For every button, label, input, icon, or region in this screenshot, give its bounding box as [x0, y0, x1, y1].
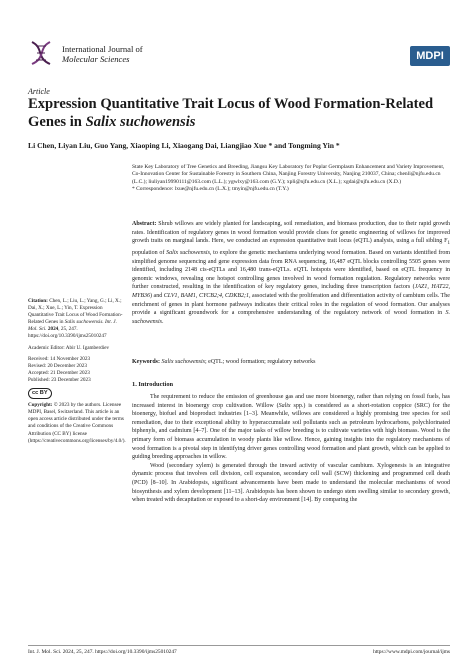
- paragraph: Wood (secondary xylem) is generated through the inward activity of vascular cambium. Xylogenesis is an integrative dynamic process that involves cell division, cell expansion, secondary cell wall (SCW) thickening and programmed cell death (PCD) [8–10]. In Arabidopsis, significant advancements have been made to understand the molecular mechanisms of wood biosynthesis and xylem development [11–13]. Arabidopsis has been shown to undergo stem swelling similar to secondary growth, when treated with decapitation or exposed to a short-day environment [14]. By comparing the: [132, 462, 450, 504]
- abstract-subscript: 1: [447, 241, 450, 247]
- abstract: [132, 220, 450, 326]
- citation: [28, 298, 126, 341]
- copyright-text: © 2023 by the authors. Licensee MDPI, Basel, Switzerland. This article is an open access article distributed under the terms and conditions of the Creative Commons Attribution (CC BY) license (https://creativecommons.org/licenses/by/4.0/).: [28, 402, 126, 444]
- abstract-text: , associated with the proliferation and differentiation activity of cambium cells. The enrichment of genes in plant hormone pathways indicates their critical roles in the regulation of wood formation. Our analyses provide a significant groundwork for a comprehensive understanding of the regulatory network of wood formation in: [132, 292, 450, 317]
- publisher-logo: MDPI: [410, 46, 450, 66]
- citation-species: Salix suchowensis: [64, 319, 103, 326]
- abstract-text: Shrub willows are widely planted for landscaping, soil remediation, and biomass production, due to their rapid growth rates. Identification of regulatory genes in wood formation would provide clues for genetic engineering of willows for improved growth traits on marginal lands. Here, we conducted an expression quantitative trait locus (eQTL) analysis, using a full sibling F: [132, 221, 450, 245]
- revised-date: Revised: 20 December 2023: [28, 362, 87, 369]
- citation-journal: . Int. J. Mol. Sci.: [28, 319, 117, 333]
- journal-line2: Molecular Sciences: [62, 54, 130, 64]
- article-sidebar: [28, 298, 126, 449]
- correspondence: * Correspondence: lxue@njfu.edu.cn (L.X.); tmyin@njfu.edu.cn (T.Y.): [132, 186, 289, 193]
- abstract-text: , to explore the genetic mechanisms underlying wood formation. Based on variants identified from simplified genome sequencing and gene expression data from RNA sequencing, 16,487 eQTL blocks controlling 5505 genes were identified, including 2148 cis-eQTLs and 16,480 trans-eQTLs. eQTL hotspots were identified, based on eQTL frequency in genomic windows, revealing one hotspot controlling genes involved in wood formation regulation. Regulatory networks were further constructed, resulting in the identification of key regulatory genes, including three transcription factors (: [132, 249, 450, 291]
- copyright: [28, 402, 126, 445]
- keywords-text: ; eQTL; wood formation; regulatory networks: [205, 359, 316, 365]
- article-type: Article: [28, 87, 50, 96]
- dna-icon: [28, 40, 56, 66]
- published-date: Published: 23 December 2023: [28, 376, 91, 383]
- abstract-text: ) and: [150, 292, 164, 299]
- copyright-label: Copyright:: [28, 402, 53, 409]
- abstract-genes: CLV1, BAM1, CYCB2;4, CDKB2;1: [163, 292, 249, 299]
- title-species: Salix suchowensis: [85, 114, 196, 130]
- introduction-body: [132, 393, 450, 505]
- keywords-label: Keywords:: [132, 359, 160, 365]
- affiliation-text: State Key Laboratory of Tree Genetics and Breeding, Jiangsu Key Laboratory for Poplar Germplasm Enhancement and Variety Improvement, Co-Innovation Center for Sustainable Forestry in Southern China, Nanjing Forestry University, Nanjing 210037, China; chenli@njfu.edu.cn (L.C.); liuliyan19990111@163.com (L.L.); ygwlxy@163.com (G.Y.); xpli@njfu.edu.cn (X.L.); xgdai@njfu.edu.cn (X.D.): [132, 164, 445, 185]
- accepted-date: Accepted: 21 December 2023: [28, 369, 90, 376]
- academic-editor: Academic Editor: Abir U. Igamberdiev: [28, 344, 110, 351]
- citation-label: Citation:: [28, 298, 48, 304]
- footer-divider: [28, 645, 450, 646]
- received-date: Received: 14 November 2023: [28, 355, 91, 362]
- abstract-species: Salix suchowensis: [166, 249, 210, 256]
- footer-citation: Int. J. Mol. Sci. 2024, 25, 247. https://doi.org/10.3390/ijms25010247: [28, 649, 177, 655]
- journal-name: [62, 44, 143, 64]
- abstract-genes: JAZ1, HAT22, MYB36: [132, 284, 450, 299]
- keyword-species: Salix suchowensis: [161, 359, 205, 365]
- citation-text: Chen, L.; Liu, L.; Yang, G.; Li, X.; Dai, X.; Xue, L.; Yin, T. Expression Quantitative Trait Locus of Wood Formation-Related Genes in: [28, 298, 123, 326]
- title-text: Expression Quantitative Trait Locus of Wood Formation-Related Genes in: [28, 96, 434, 130]
- citation-doi[interactable]: , 25, 247. https://doi.org/10.3390/ijms25010247: [28, 326, 107, 340]
- abstract-text: population of: [132, 249, 167, 256]
- abstract-label: Abstract:: [132, 221, 157, 227]
- author-list: Li Chen, Liyan Liu, Guo Yang, Xiaoping Li, Xiaogang Dai, Liangjiao Xue * and Tongming Yin *: [28, 141, 340, 150]
- affiliation: [132, 164, 452, 194]
- footer-journal-link[interactable]: https://www.mdpi.com/journal/ijms: [373, 649, 450, 655]
- section-heading: 1. Introduction: [132, 381, 174, 388]
- abstract-text: .: [162, 318, 164, 325]
- cc-by-badge[interactable]: cc BY: [28, 388, 52, 399]
- keywords: [132, 358, 450, 367]
- abstract-species: S. suchowensis: [132, 310, 450, 325]
- journal-line1: International Journal of: [62, 44, 143, 54]
- paragraph: [132, 393, 450, 462]
- paragraph-text: spp.) is considered as a short-rotation coppice (SRC) for the bioenergy, biofuel and bioproduct industries [1–3]. Meanwhile, willows are considered a highly promising tree species for soil remediation, due to their exceptional ability to hyperaccumulate soil pollutants such as petroleum hydrocarbons, polychlorinated biphenyls, and cadmium [4–7]. One of the major tasks of willow breeding is to cultivate varieties with high biomass. Wood is the primary form of biomass accumulation in woody plants like willow. Hence, gaining insights into the regulatory mechanisms of wood formation is a pivotal step in identifying driver genes controlling wood formation and plant growth, which can be applied to guiding breeding approaches in willow.: [132, 402, 450, 461]
- article-title: [28, 95, 448, 131]
- genus-name: Salix: [278, 402, 291, 409]
- citation-year: 2024: [46, 326, 59, 333]
- paragraph-text: The requirement to reduce the emission of greenhouse gas and use more bioenergy, rather than relying on fossil fuels, has increased interest in bioenergy crop cultivation. Willow (: [132, 394, 450, 409]
